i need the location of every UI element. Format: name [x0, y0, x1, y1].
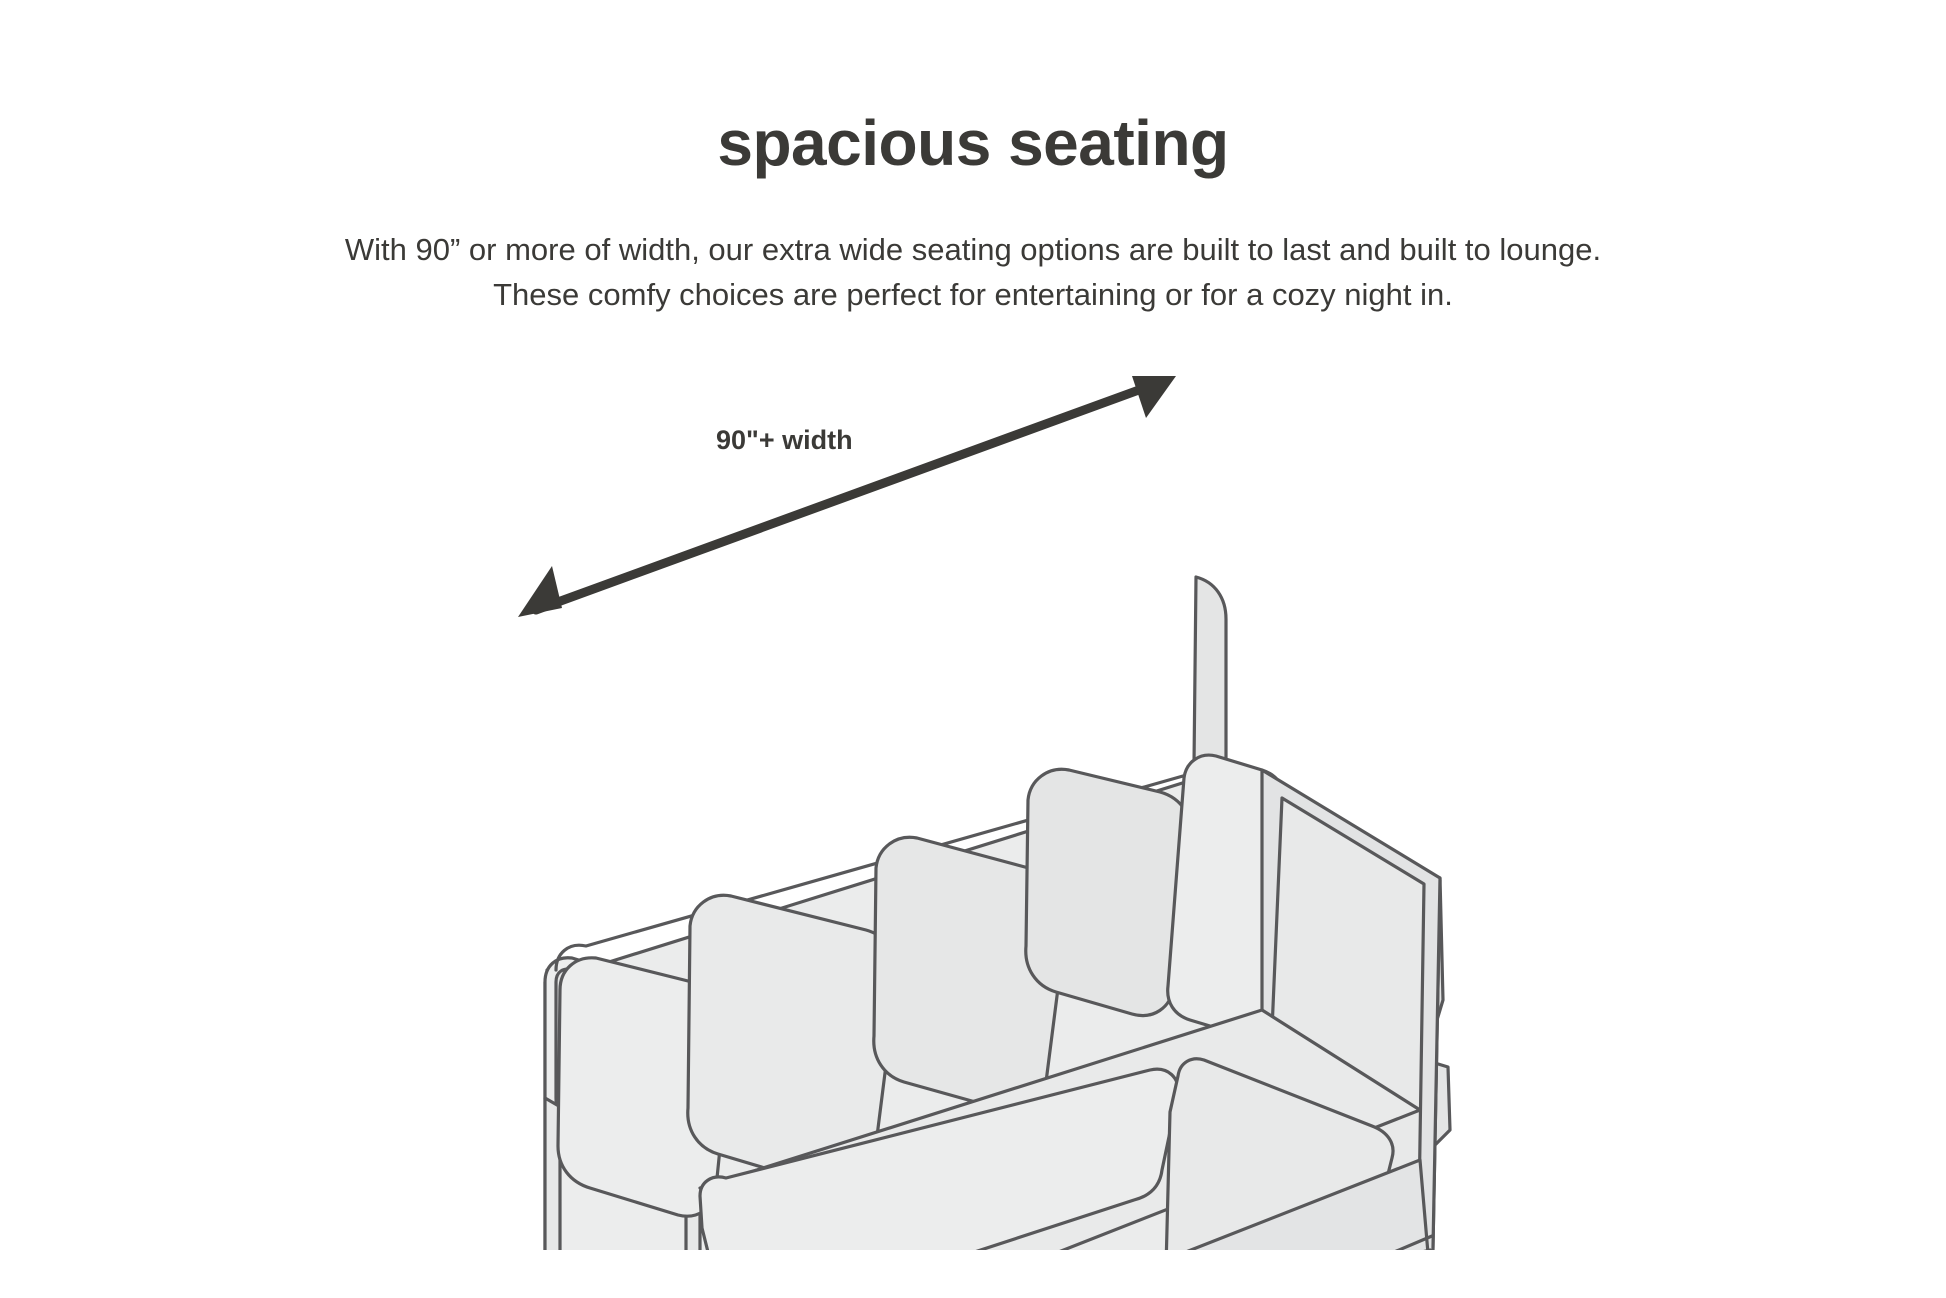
width-dimension-arrow	[518, 376, 1176, 617]
back-cushion-far-right	[1026, 769, 1192, 1015]
sofa-illustration	[0, 370, 1946, 1250]
sofa-diagram-svg	[0, 370, 1946, 1250]
page-title: spacious seating	[717, 107, 1229, 179]
subtitle-line-1: With 90” or more of width, our extra wide seating options are built to last and built to lounge.	[344, 232, 1602, 267]
subtitle-line-2: These comfy choices are perfect for entertaining or for a cozy night in.	[493, 276, 1453, 312]
page-subtitle	[193, 228, 1753, 318]
dimension-label: 90"+ width	[716, 425, 853, 455]
